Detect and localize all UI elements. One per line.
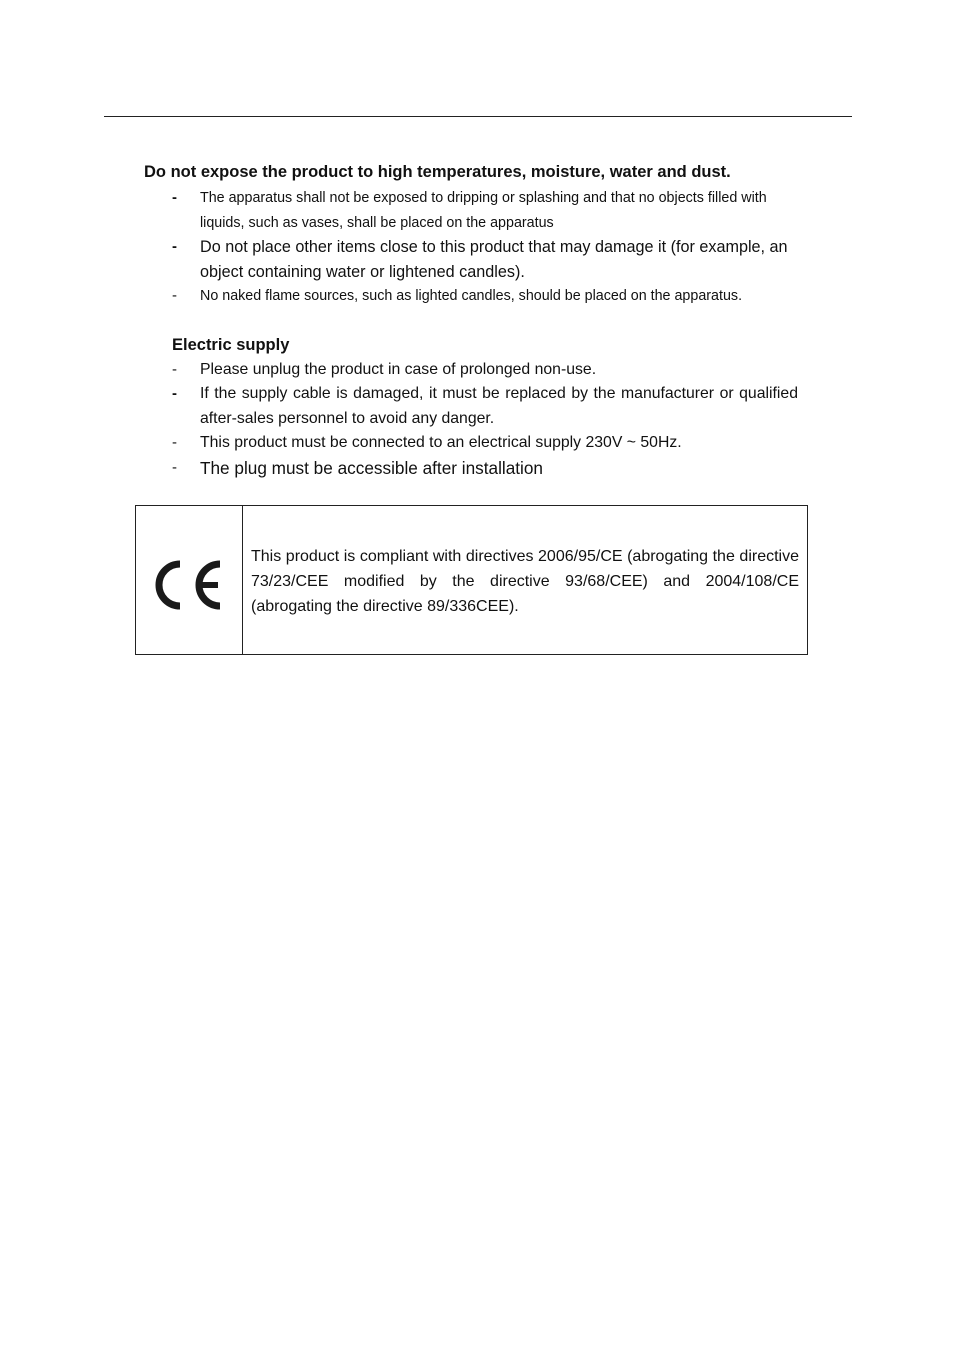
list-dash: - [172, 287, 177, 304]
list-dash: - [172, 189, 177, 206]
list-dash: - [172, 459, 177, 476]
header-rule [104, 116, 852, 117]
list-item-text: If the supply cable is damaged, it must be replaced by the manufacturer or qualified after-sales personnel to avoid any danger. [200, 385, 798, 427]
list-dash: - [172, 434, 177, 451]
compliance-box-divider [242, 506, 243, 654]
list-item-text: This product must be connected to an electrical supply 230V ~ 50Hz. [200, 434, 682, 451]
list-item-text: No naked flame sources, such as lighted candles, should be placed on the apparatus. [200, 288, 743, 304]
list-item-text: The plug must be accessible after installation [200, 458, 543, 478]
section-heading-electric-supply: Electric supply [172, 336, 290, 354]
section-heading-exposure: Do not expose the product to high temperatures, moisture, water and dust. [144, 163, 731, 181]
list-dash: - [172, 361, 177, 378]
ce-mark-icon [146, 550, 226, 620]
compliance-box [135, 505, 808, 655]
list-dash: - [172, 385, 177, 402]
list-item-text: The apparatus shall not be exposed to dripping or splashing and that no objects filled with liquids, such as vases, shall be placed on the apparatus [200, 190, 767, 231]
list-item-text: Do not place other items close to this product that may damage it (for example, an object containing water or lightened candles). [200, 238, 788, 281]
compliance-text: This product is compliant with directives 2006/95/CE (abrogating the directive 73/23/CEE modified by the directive 93/68/CEE) and 2004/108/CE (abrogating the directive 89/336CEE). [251, 548, 799, 615]
list-item-text: Please unplug the product in case of prolonged non-use. [200, 361, 597, 378]
list-dash: - [172, 238, 177, 255]
